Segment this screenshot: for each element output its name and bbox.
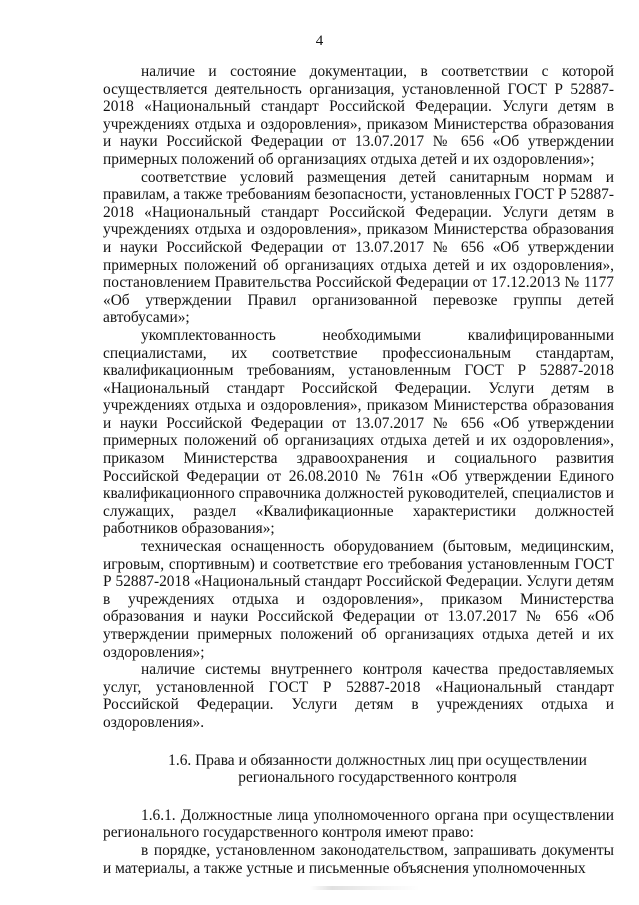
section-heading-line-1: 1.6. Права и обязанности должностных лиц при осуществлении xyxy=(168,751,587,769)
paragraph-documentation: наличие и состояние документации, в соответствии с которой осуществляется деятельность организация, установленной ГОСТ Р 52887-2018 «Национальный стандарт Российской Федерации. Услуги детям в учреждениях отдыха и оздоровления», приказом Министерства образования и науки Российской Федерации от 13.07.2017 № 656 «Об утверждении примерных положений об организациях отдыха детей и их оздоровления»; xyxy=(103,63,614,168)
paragraph-accommodation-conditions: соответствие условий размещения детей санитарным нормам и правилам, а также требованиям безопасности, установленных ГОСТ Р 52887-2018 «Национальный стандарт Российской Федерации. Услуги детям в учреждениях отдыха и оздоровления», приказом Министерства образования и науки Российской Федерации от 13.07.2017 № 656 «Об утверждении примерных положений об организациях отдыха детей и их оздоровления», постановлением Правительства Российской Федерации от 17.12.2013 № 1177 «Об утверждении Правил организованной перевозке группы детей автобусами»; xyxy=(103,168,614,327)
paragraph-request-documents: в порядке, установленном законодательством, запрашивать документы и материалы, а также устные и письменные объяснения уполномоченных xyxy=(103,841,614,877)
paragraph-technical-equipment: техническая оснащенность оборудованием (бытовым, медицинским, игровым, спортивным) и соответствие его требования установленным ГОСТ Р 52887-2018 «Национальный стандарт Российской Федерации. Услуги детям в учреждениях отдыха и оздоровления», приказом Министерства образования и науки Российской Федерации от 13.07.2017 № 656 «Об утверждении примерных положений об организациях отдыха детей и их оздоровления»; xyxy=(103,538,614,661)
section-heading xyxy=(103,752,614,787)
paragraph-internal-control: наличие системы внутреннего контроля качества предоставляемых услуг, установленной ГОСТ Р 52887-2018 «Национальный стандарт Российской Федерации. Услуги детям в учреждениях отдыха и оздоровления». xyxy=(103,661,614,731)
section-heading-line-2: регионального государственного контроля xyxy=(238,769,517,787)
page-number: 4 xyxy=(315,33,324,49)
scan-artifact xyxy=(310,886,420,890)
document-body xyxy=(103,63,614,877)
paragraph-officials-rights: 1.6.1. Должностные лица уполномоченного органа при осуществлении регионального государственного контроля имеют право: xyxy=(103,806,614,842)
paragraph-staffing: укомплектованность необходимыми квалифицированными специалистами, их соответствие профессиональным стандартам, квалификационным требованиям, установленным ГОСТ Р 52887-2018 «Национальный стандарт Российской Федерации. Услуги детям в учреждениях отдыха и оздоровления», приказом Министерства образования и науки Российской Федерации от 13.07.2017 № 656 «Об утверждении примерных положений об организациях отдыха детей и их оздоровления», приказом Министерства здравоохранения и социального развития Российской Федерации от 26.08.2010 № 761н «Об утверждении Единого квалификационного справочника должностей руководителей, специалистов и служащих, раздел «Квалификационные характеристики должностей работников образования»; xyxy=(103,326,614,538)
